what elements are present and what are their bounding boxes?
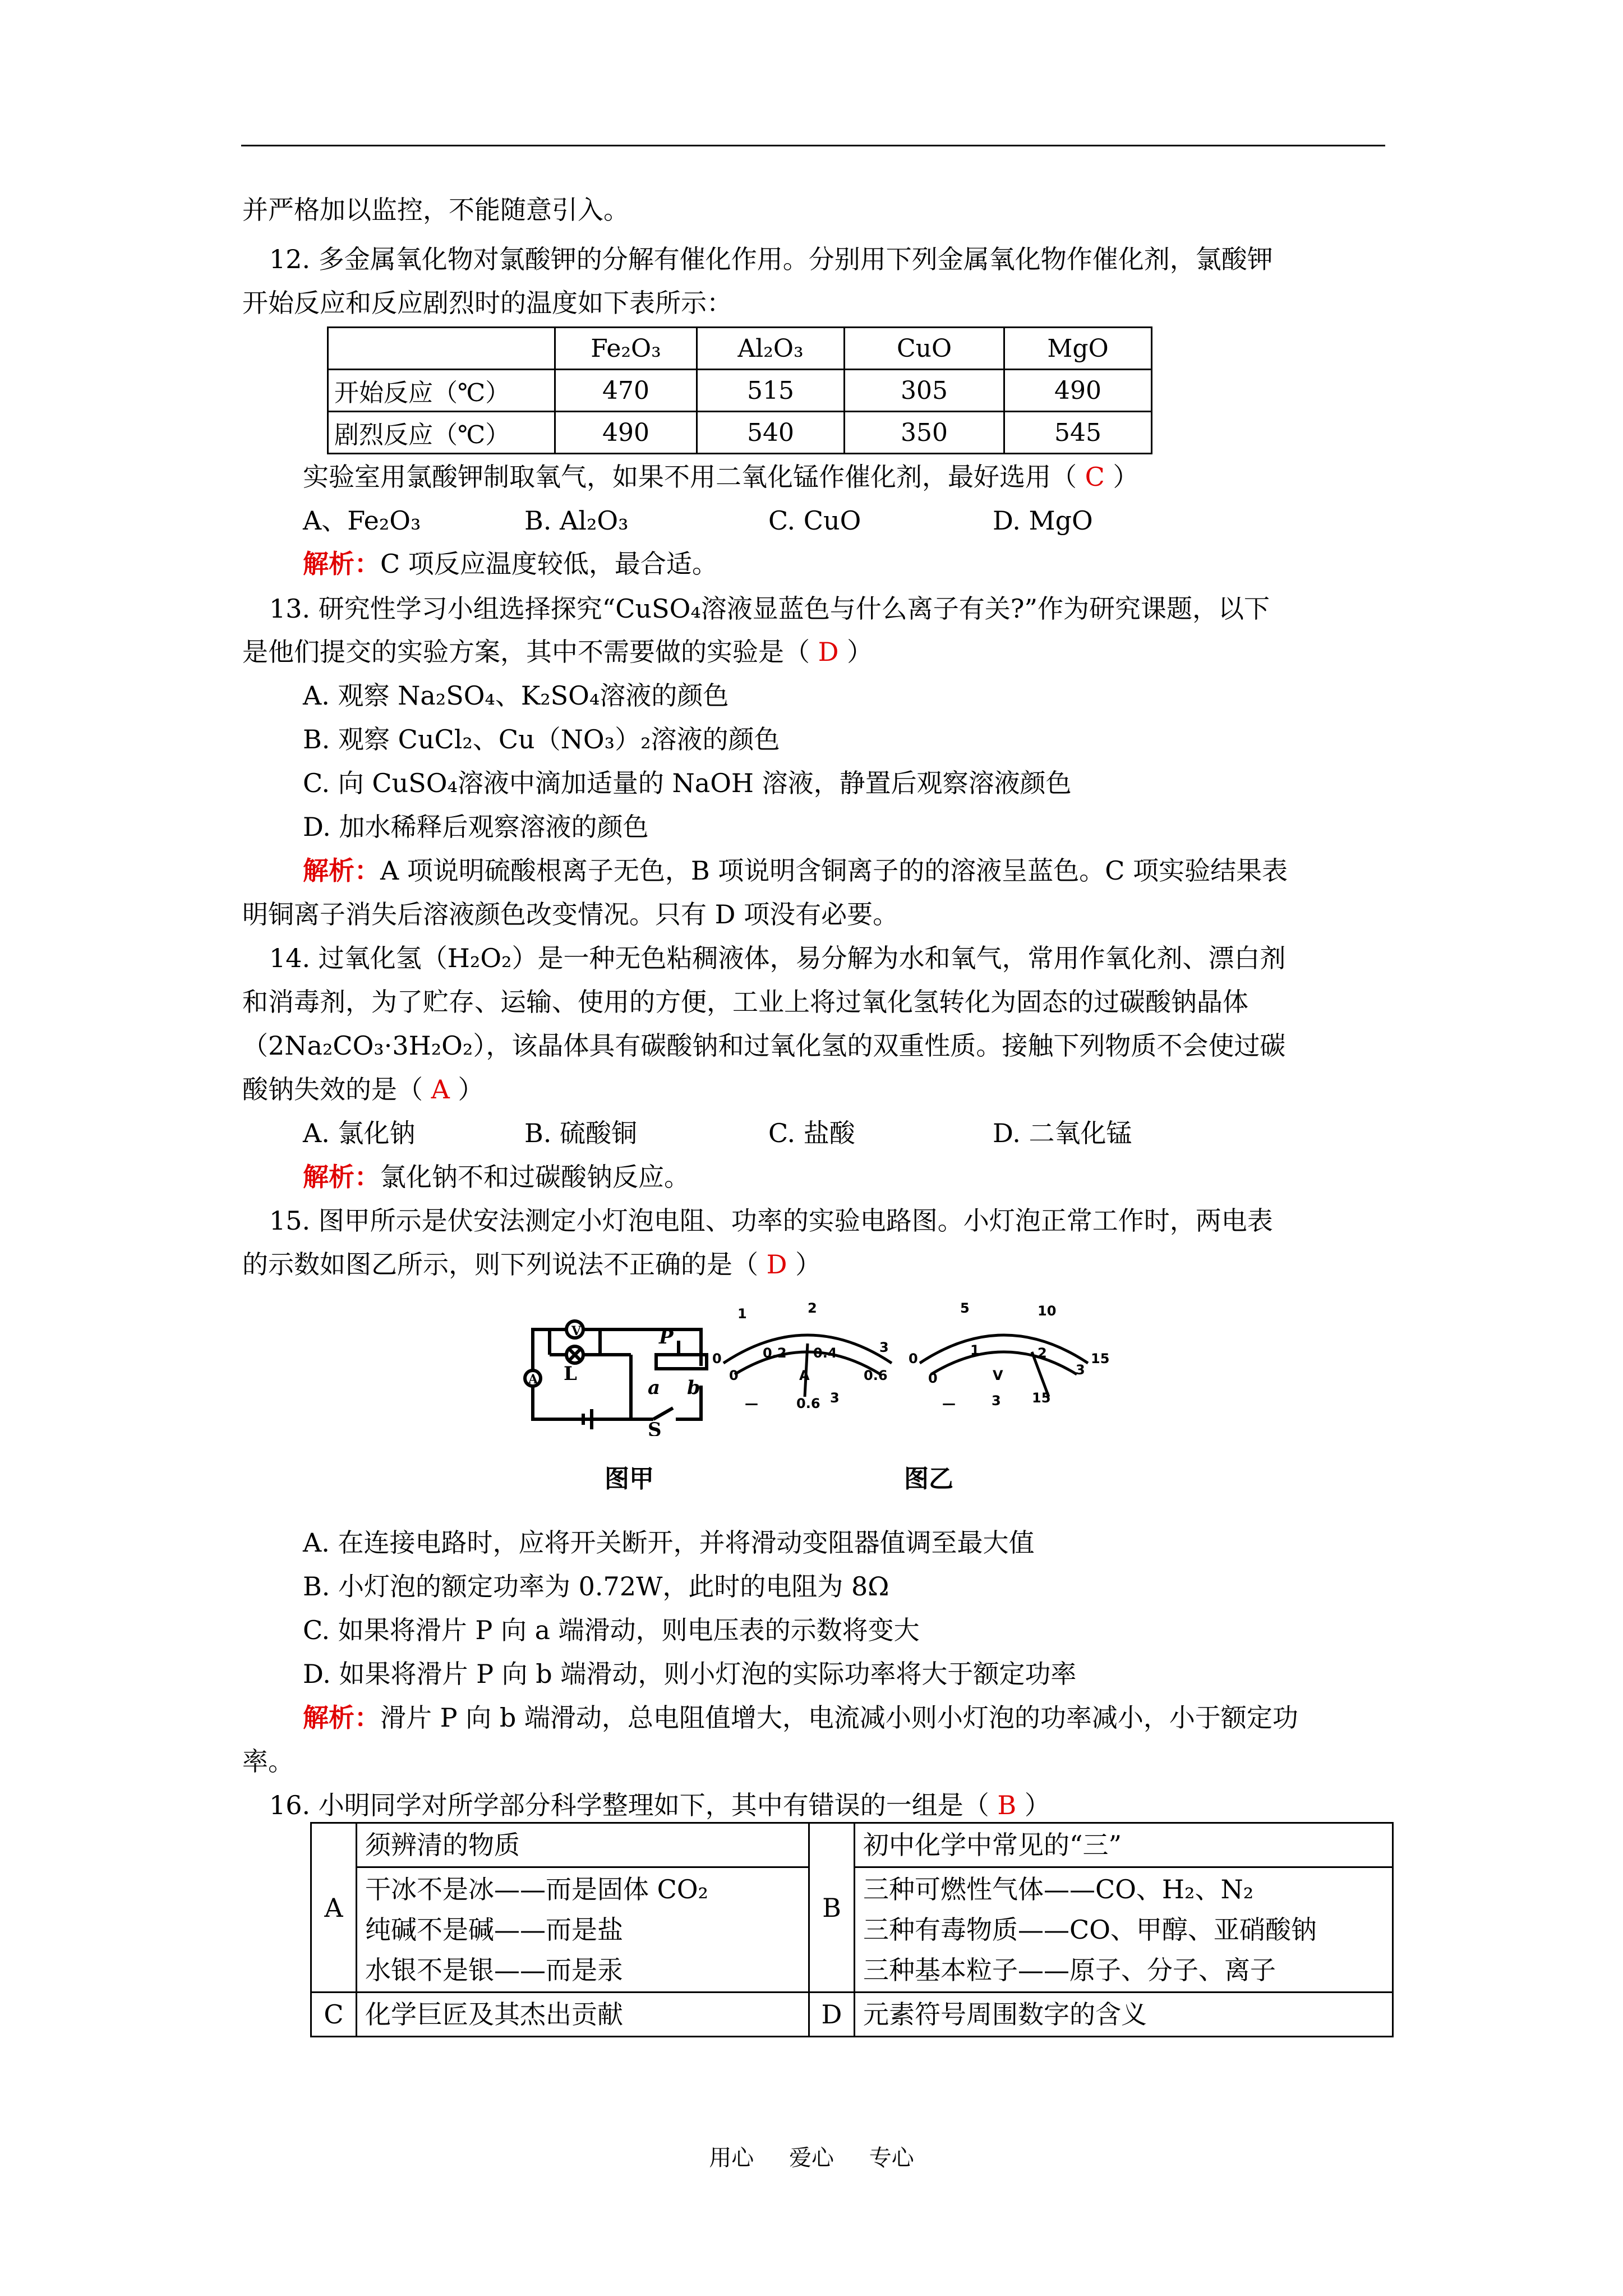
table-cell: 470 (555, 370, 697, 412)
analysis-label: 解析： (303, 1162, 380, 1192)
cell-line: 水银不是银——而是汞 (365, 1955, 623, 1985)
q14-option-c: C. 盐酸 (768, 1118, 855, 1148)
svg-text:3: 3 (879, 1340, 889, 1355)
table-cell: 490 (1004, 370, 1152, 412)
carryover-line: 并严格加以监控，不能随意引入。 (242, 195, 629, 225)
q13-option-d: D. 加水稀释后观察溶液的颜色 (303, 812, 649, 842)
q14-stem-line4 (242, 1073, 483, 1106)
q15-option-a: A. 在连接电路时，应将开关断开，并将滑动变阻器值调至最大值 (303, 1527, 1035, 1558)
q14-option-d: D. 二氧化锰 (993, 1118, 1132, 1148)
question-text: 实验室用氯酸钾制取氧气，如果不用二氧化锰作催化剂，最好选用（ (303, 462, 1077, 492)
figure-caption-a: 图甲 (605, 1465, 654, 1493)
svg-text:5: 5 (960, 1300, 970, 1316)
svg-text:15: 15 (1032, 1390, 1051, 1406)
table-cell: D (809, 1993, 855, 2037)
q15-option-d: D. 如果将滑片 P 向 b 端滑动，则小灯泡的实际功率将大于额定功率 (303, 1659, 1077, 1689)
q13-stem-line2 (242, 635, 873, 669)
close-paren: ） (847, 637, 873, 667)
analysis-text: 滑片 P 向 b 端滑动，总电阻值增大，电流减小则小灯泡的功率减小，小于额定功 (380, 1703, 1298, 1733)
q14-stem-line3: （2Na₂CO₃·3H₂O₂），该晶体具有碳酸钠和过氧化氢的双重性质。接触下列物质不会使过碳 (242, 1030, 1286, 1061)
q12-option-c: C. CuO (768, 505, 861, 536)
q15-stem-line2 (242, 1248, 821, 1281)
question-text: 酸钠失效的是（ (242, 1074, 423, 1105)
table-row (311, 1823, 1393, 1867)
q13-analysis-line1 (303, 854, 1288, 887)
q12-stem-line1: 12. 多金属氧化物对氯酸钾的分解有催化作用。分别用下列金属氧化物作催化剂，氯酸钾 (269, 244, 1273, 274)
q15-stem-line1: 15. 图甲所示是伏安法测定小灯泡电阻、功率的实验电路图。小灯泡正常工作时，两电表 (269, 1205, 1273, 1236)
table-row (328, 412, 1152, 454)
svg-text:A: A (528, 1372, 538, 1387)
table-cell: 化学巨匠及其杰出贡献 (357, 1993, 809, 2037)
answer-mark: A (431, 1074, 450, 1105)
svg-text:3: 3 (830, 1390, 840, 1406)
q14-analysis (303, 1160, 690, 1194)
answer-mark: D (818, 637, 839, 667)
q15-analysis-line1 (303, 1701, 1298, 1734)
circuit-diagram (516, 1301, 718, 1436)
table-cell: 350 (845, 412, 1004, 454)
q14-option-a: A. 氯化钠 (303, 1118, 416, 1148)
close-paren: ） (1024, 1790, 1050, 1820)
close-paren: ） (1113, 462, 1139, 492)
q12-temperature-table (327, 326, 1152, 454)
table-cell: 开始反应（℃） (328, 370, 555, 412)
table-cell: B (809, 1823, 855, 1993)
close-paren: ） (458, 1074, 484, 1105)
q13-option-a: A. 观察 Na₂SO₄、K₂SO₄溶液的颜色 (303, 680, 729, 711)
table-cell (357, 1867, 809, 1993)
analysis-text: C 项反应温度较低，最合适。 (380, 549, 718, 579)
q12-option-a: A、Fe₂O₃ (303, 505, 421, 536)
answer-mark: B (997, 1790, 1017, 1820)
cell-line: 三种基本粒子——原子、分子、离子 (863, 1955, 1276, 1985)
analysis-label: 解析： (303, 855, 380, 886)
table-cell (855, 1867, 1393, 1993)
analysis-text: 氯化钠不和过碳酸钠反应。 (380, 1162, 690, 1192)
q15-option-c: C. 如果将滑片 P 向 a 端滑动，则电压表的示数将变大 (303, 1615, 920, 1645)
close-paren: ） (795, 1249, 822, 1280)
table-cell: 元素符号周围数字的含义 (855, 1993, 1393, 2037)
analysis-label: 解析： (303, 549, 380, 579)
voltmeter-dial (897, 1290, 1122, 1436)
answer-mark: C (1085, 462, 1105, 492)
svg-text:A: A (799, 1368, 810, 1383)
q15-option-b: B. 小灯泡的额定功率为 0.72W，此时的电阻为 8Ω (303, 1571, 889, 1602)
q13-analysis-line2: 明铜离子消失后溶液颜色改变情况。只有 D 项没有必要。 (242, 899, 899, 930)
table-row (311, 1993, 1393, 2037)
svg-text:10: 10 (1038, 1303, 1057, 1319)
svg-text:2: 2 (1038, 1345, 1047, 1361)
table-cell: Al₂O₃ (697, 328, 845, 370)
cell-line: 三种有毒物质——CO、甲醇、亚硝酸钠 (863, 1915, 1317, 1945)
svg-text:3: 3 (992, 1393, 1001, 1409)
q12-option-d: D. MgO (993, 505, 1093, 536)
table-cell: 515 (697, 370, 845, 412)
q12-option-b: B. Al₂O₃ (524, 505, 629, 536)
svg-text:0.6: 0.6 (796, 1396, 820, 1411)
q14-option-b: B. 硫酸铜 (524, 1118, 638, 1148)
header-rule (241, 145, 1385, 146)
svg-text:S: S (648, 1419, 662, 1436)
answer-mark: D (766, 1249, 787, 1280)
q16-stem (269, 1788, 1050, 1822)
page-footer: 用心 爱心 专心 (709, 2145, 914, 2171)
table-cell: C (311, 1993, 357, 2037)
svg-text:0.6: 0.6 (864, 1368, 888, 1383)
svg-text:P: P (659, 1326, 674, 1349)
svg-text:1: 1 (737, 1306, 747, 1322)
figure-caption-b: 图乙 (904, 1465, 953, 1493)
table-cell: 540 (697, 412, 845, 454)
svg-text:V: V (571, 1324, 582, 1338)
ammeter-dial (701, 1290, 914, 1436)
q13-option-c: C. 向 CuSO₄溶液中滴加适量的 NaOH 溶液，静置后观察溶液颜色 (303, 768, 1072, 798)
table-cell: CuO (845, 328, 1004, 370)
q14-stem-line2: 和消毒剂，为了贮存、运输、使用的方便，工业上将过氧化氢转化为固态的过碳酸钠晶体 (242, 987, 1248, 1017)
table-row (328, 370, 1152, 412)
cell-line: 三种可燃性气体——CO、H₂、N₂ (863, 1874, 1254, 1904)
table-cell: A (311, 1823, 357, 1993)
svg-text:—: — (745, 1396, 758, 1411)
analysis-label: 解析： (303, 1703, 380, 1733)
table-cell: 305 (845, 370, 1004, 412)
svg-text:0: 0 (729, 1368, 739, 1383)
q12-stem-line2: 开始反应和反应剧烈时的温度如下表所示： (242, 288, 732, 318)
q16-knowledge-table (310, 1822, 1394, 2037)
q12-question (303, 460, 1138, 494)
q12-analysis (303, 547, 718, 581)
table-cell: MgO (1004, 328, 1152, 370)
svg-text:2: 2 (808, 1300, 817, 1316)
svg-text:b: b (687, 1377, 700, 1399)
question-text: 16. 小明同学对所学部分科学整理如下，其中有错误的一组是（ (269, 1790, 989, 1820)
svg-text:0.4: 0.4 (813, 1345, 837, 1361)
q14-stem-line1: 14. 过氧化氢（H₂O₂）是一种无色粘稠液体，易分解为水和氧气，常用作氧化剂、漂白剂 (269, 943, 1286, 973)
table-cell: 剧烈反应（℃） (328, 412, 555, 454)
question-text: 的示数如图乙所示，则下列说法不正确的是（ (242, 1249, 758, 1280)
cell-line: 干冰不是冰——而是固体 CO₂ (365, 1874, 708, 1904)
table-header-row (328, 328, 1152, 370)
svg-text:3: 3 (1076, 1362, 1085, 1378)
cell-line: 纯碱不是碱——而是盐 (365, 1915, 623, 1945)
svg-text:V: V (993, 1368, 1003, 1383)
table-cell: Fe₂O₃ (555, 328, 697, 370)
table-cell: 545 (1004, 412, 1152, 454)
table-cell: 须辨清的物质 (357, 1823, 809, 1867)
svg-text:15: 15 (1091, 1351, 1110, 1366)
svg-text:0: 0 (928, 1370, 938, 1386)
svg-text:0.2: 0.2 (763, 1345, 787, 1361)
analysis-text: A 项说明硫酸根离子无色，B 项说明含铜离子的的溶液呈蓝色。C 项实验结果表 (380, 855, 1288, 886)
svg-text:—: — (942, 1396, 956, 1411)
svg-text:a: a (648, 1377, 661, 1399)
question-text: 是他们提交的实验方案，其中不需要做的实验是（ (242, 637, 810, 667)
q13-option-b: B. 观察 CuCl₂、Cu（NO₃）₂溶液的颜色 (303, 724, 780, 754)
q15-analysis-line2: 率。 (242, 1746, 294, 1777)
svg-text:0: 0 (909, 1351, 918, 1366)
table-cell (328, 328, 555, 370)
svg-text:1: 1 (970, 1342, 980, 1358)
table-cell: 490 (555, 412, 697, 454)
table-cell: 初中化学中常见的“三” (855, 1823, 1393, 1867)
svg-text:0: 0 (712, 1351, 722, 1366)
svg-text:L: L (564, 1363, 577, 1385)
q13-stem-line1: 13. 研究性学习小组选择探究“CuSO₄溶液显蓝色与什么离子有关?”作为研究课题，以下 (269, 593, 1270, 624)
